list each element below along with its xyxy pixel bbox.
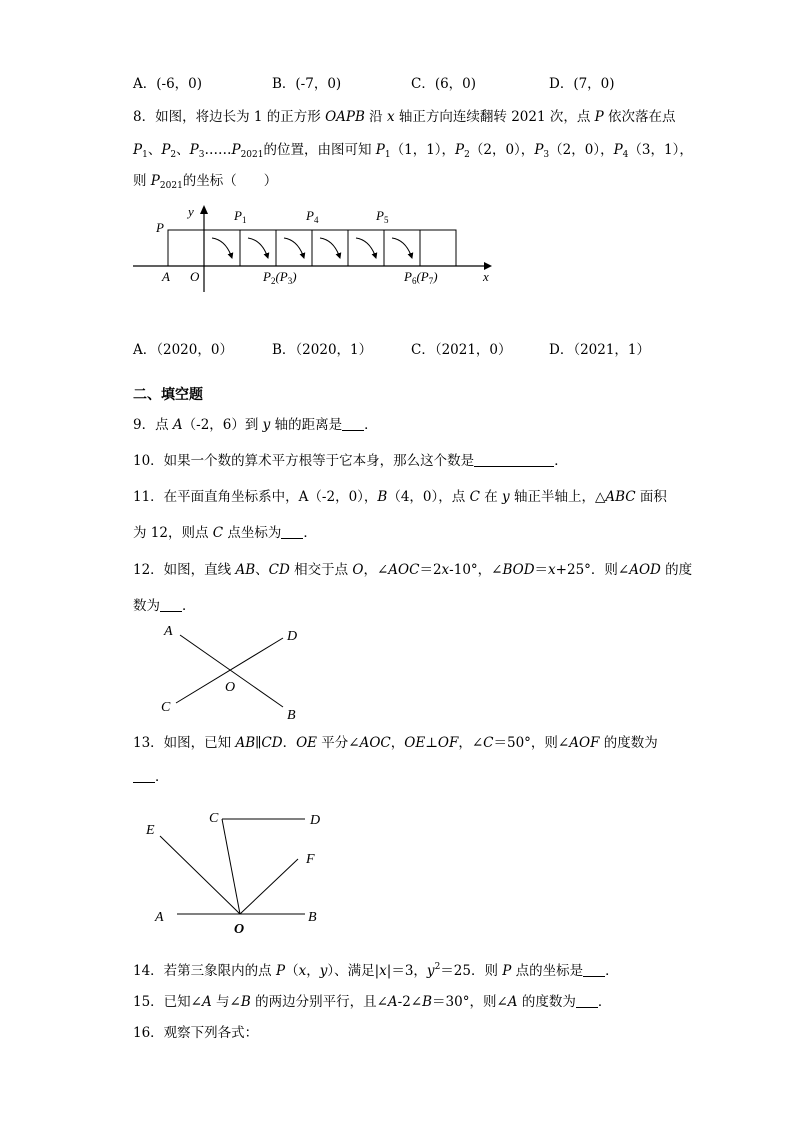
label-A: A bbox=[155, 910, 164, 925]
label-C: C bbox=[209, 811, 219, 826]
q9: 9．点 A（-2，6）到 y 轴的距离是 ． bbox=[133, 417, 378, 433]
y-axis-arrow-icon bbox=[200, 205, 208, 214]
q11-line-1: 11．在平面直角坐标系中，A（-2，0），B（4，0），点 C 在 y 轴正半轴上，△ABC 面积 bbox=[133, 489, 667, 505]
label-P1: $P_1$ bbox=[234, 208, 247, 225]
q12-line-1: 12．如图，直线 AB、CD 相交于点 O，∠AOC＝2x-10°，∠BOD＝x+25°．则∠AOD 的度 bbox=[133, 562, 693, 578]
q8-line-1: 8．如图，将边长为 1 的正方形 OAPB 沿 x 轴正方向连续翻转 2021 次，点 P 依次落在点 bbox=[133, 109, 676, 125]
q13-line-1: 13．如图，已知 AB∥CD．OE 平分∠AOC，OE⊥OF，∠C＝50°，则∠AOF 的度数为 bbox=[133, 735, 658, 751]
line-AB bbox=[180, 635, 283, 707]
line-OE bbox=[160, 836, 240, 914]
q8-figure bbox=[130, 200, 500, 295]
label-E: E bbox=[146, 823, 155, 838]
q8-option-c: C．（2021，0） bbox=[411, 342, 512, 358]
q8-line-3: 则 $P_{2021}$的坐标（ ） bbox=[133, 173, 278, 191]
q11-line-2: 为 12，则点 C 点坐标为 ． bbox=[133, 525, 317, 541]
section-heading: 二、填空题 bbox=[133, 387, 203, 403]
label-y: y bbox=[188, 204, 194, 219]
label-D: D bbox=[287, 629, 298, 644]
q12-line-2: 数为 ． bbox=[133, 598, 196, 614]
q7-option-b: B．(-7，0) bbox=[272, 76, 342, 92]
q8-option-b: B．（2020，1） bbox=[272, 342, 373, 358]
label-x: x bbox=[483, 269, 489, 284]
q14: 14．若第三象限内的点 P（x，y）、满足|x|＝3，$y^2=25$．则 P 点的坐标是 ． bbox=[133, 962, 619, 979]
label-O: O bbox=[225, 680, 236, 695]
q12-figure bbox=[155, 618, 315, 728]
label-O: O bbox=[234, 922, 245, 937]
q8-line-2: $P_1$、$P_2$、$P_3\dots\dots P_{2021}$的位置，由图可知 $P_1(1$，1），$P_2(2$，0），$P_3(2$，0），$P_4(3$，1）， bbox=[133, 142, 693, 160]
label-F: F bbox=[306, 852, 315, 867]
label-C: C bbox=[161, 700, 171, 715]
label-A: A bbox=[162, 269, 170, 284]
q7-option-c: C．(6，0) bbox=[411, 76, 477, 92]
q7-option-d: D．(7，0) bbox=[549, 76, 615, 92]
q13-figure bbox=[140, 802, 340, 937]
q7-option-a: A．(-6，0) bbox=[133, 76, 203, 92]
q8-option-d: D．（2021，1） bbox=[549, 342, 651, 358]
q10: 10．如果一个数的算术平方根等于它本身，那么这个数是 ． bbox=[133, 453, 568, 469]
q8-option-a: A．（2020，0） bbox=[133, 342, 233, 358]
q15: 15．已知∠A 与∠B 的两边分别平行，且∠A-2∠B＝30°，则∠A 的度数为 ． bbox=[133, 994, 612, 1010]
label-O: O bbox=[190, 269, 200, 284]
label-D: D bbox=[310, 813, 321, 828]
label-B: B bbox=[308, 910, 317, 925]
label-P4: $P_4$ bbox=[306, 208, 319, 225]
q16: 16．观察下列各式： bbox=[133, 1025, 259, 1041]
label-B: B bbox=[287, 708, 296, 723]
squares bbox=[168, 230, 456, 266]
label-P5: $P_5$ bbox=[376, 208, 389, 225]
label-P6-P7: $P_6(P_7)$ bbox=[404, 269, 438, 286]
label-P2-P3: $P_2(P_3)$ bbox=[263, 269, 297, 286]
q13-line-2: ． bbox=[133, 768, 169, 786]
line-OF bbox=[240, 859, 298, 914]
label-A: A bbox=[164, 624, 173, 639]
label-P: P bbox=[156, 220, 164, 235]
